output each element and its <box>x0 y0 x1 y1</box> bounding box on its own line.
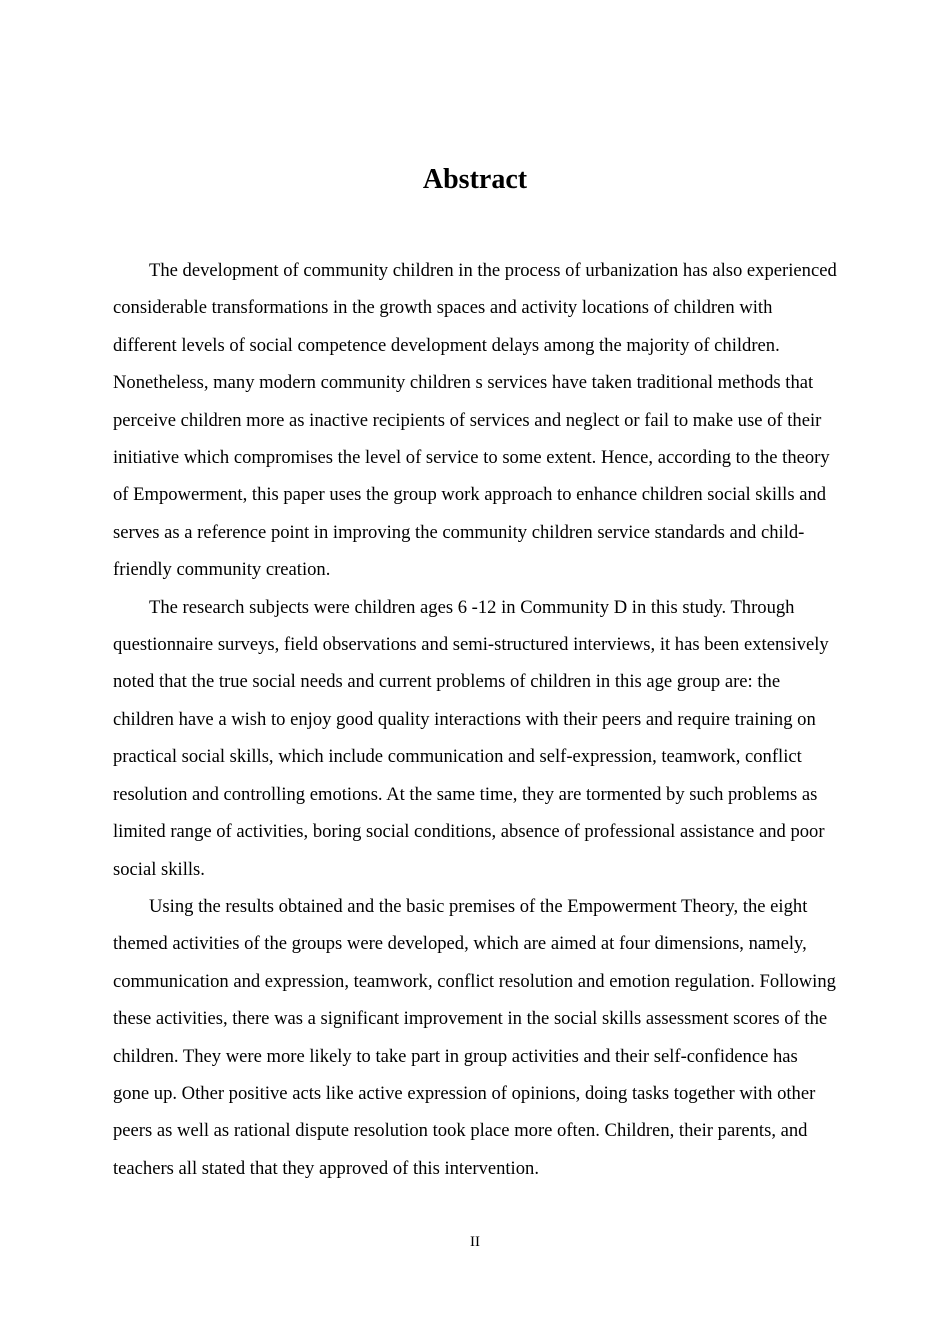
page-number: II <box>470 1234 480 1250</box>
abstract-paragraph-2: The research subjects were children ages 6 -12 in Community D in this study. Through questionnaire surveys, field observations and semi-structured interviews, it has been extensively noted that the true social needs and current problems of children in this age group are: the children have a wish to enjoy good quality interactions with their peers and require training on practical social skills, which include communication and self-expression, teamwork, conflict resolution and controlling emotions. At the same time, they are tormented by such problems as limited range of activities, boring social conditions, absence of professional assistance and poor social skills. <box>113 596 829 880</box>
abstract-paragraph-1: The development of community children in the process of urbanization has also experienced considerable transformations in the growth spaces and activity locations of children with different levels of social competence development delays among the majority of children. Nonetheless, many modern community children s services have taken traditional methods that perceive children more as inactive recipients of services and neglect or fail to make use of their initiative which compromises the level of service to some extent. Hence, according to the theory of Empowerment, this paper uses the group work approach to enhance children social skills and serves as a reference point in improving the community children service standards and child-friendly community creation. <box>113 260 837 581</box>
abstract-body <box>113 252 837 1187</box>
page-title: Abstract <box>422 164 528 195</box>
abstract-paragraph-3: Using the results obtained and the basic premises of the Empowerment Theory, the eight themed activities of the groups were developed, which are aimed at four dimensions, namely, communication and expression, teamwork, conflict resolution and emotion regulation. Following these activities, there was a significant improvement in the social skills assessment scores of the children. They were more likely to take part in group activities and their self-confidence has gone up. Other positive acts like active expression of opinions, doing tasks together with other peers as well as rational dispute resolution took place more often. Children, their parents, and teachers all stated that they approved of this intervention. <box>113 895 836 1179</box>
